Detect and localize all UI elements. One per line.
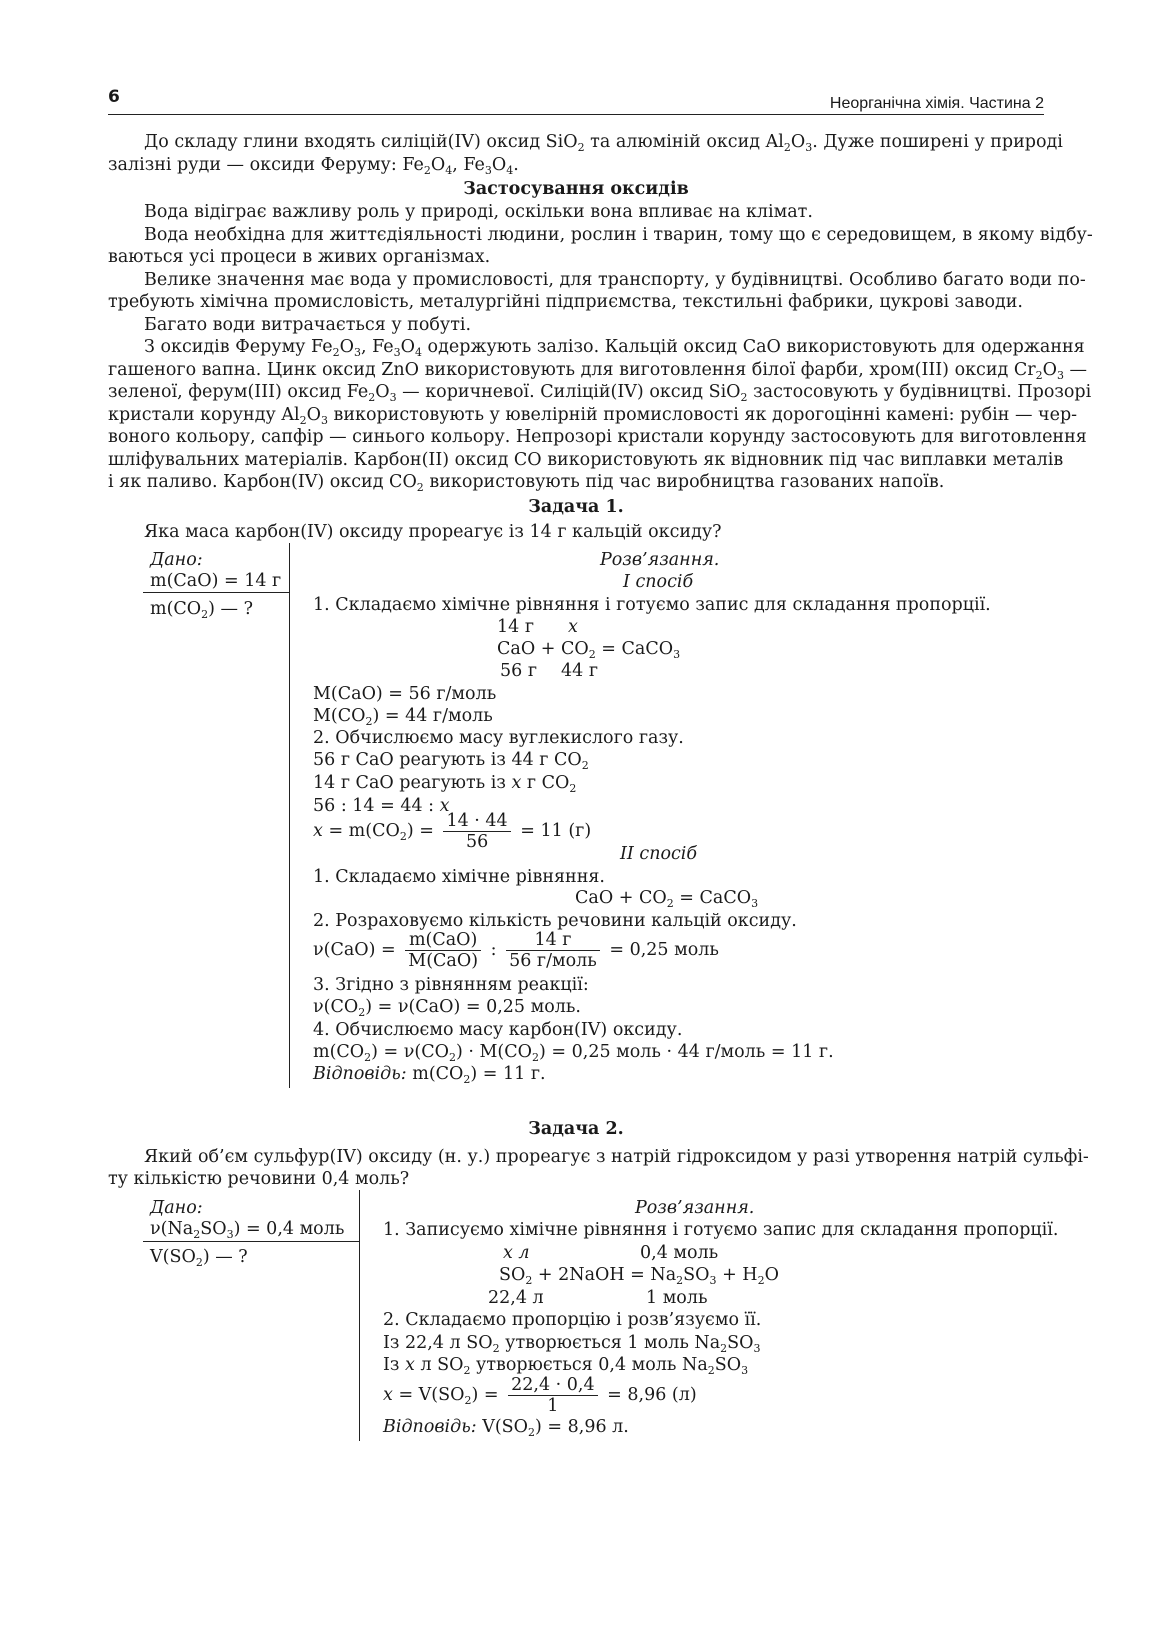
- method-1-label: I спосіб: [623, 572, 694, 592]
- reasoning: 56 г CaO реагують із 44 г $CO_2$: [313, 750, 589, 772]
- oxides-line: шліфувальних матеріалів. Карбон(II) оксид CO використовують як відновник під час виплавки металів: [108, 450, 1064, 470]
- fraction: $\frac{22,4 \cdot 0,4}{1}$: [508, 1375, 597, 1416]
- step: 3. Згідно з рівнянням реакції:: [313, 975, 589, 995]
- equation-top: 0,4 моль: [640, 1243, 719, 1263]
- step: 1. Записуємо хімічне рівняння і готуємо запис для складання пропорції.: [383, 1220, 1059, 1240]
- reasoning: Із 22,4 л $SO_2$ утворюється 1 моль $Na_2SO_3$: [383, 1333, 761, 1355]
- oxides-line: зеленої, ферум(III) оксид $Fe_2O_3$ — коричневої. Силіцій(IV) оксид SiO$_2$ застосовують у будівництві. Прозорі: [108, 382, 1092, 404]
- fraction: $\frac{14 г}{\text{56 г/моль}}$: [506, 930, 600, 971]
- page-number: 6: [108, 87, 120, 107]
- given-label: Дано:: [150, 1198, 203, 1218]
- running-title: Неорганічна хімія. Частина 2: [829, 95, 1044, 112]
- reasoning: 14 г CaO реагують із x г $CO_2$: [313, 773, 577, 795]
- calculation: ν(CaO) = $\frac{\text{m(CaO)}}{\text{M(CaO)}}$ : $\frac{14 г}{\text{56 г/моль}}$ = 0,25 моль: [313, 930, 719, 971]
- solution-label: Розв’язання.: [600, 550, 720, 570]
- answer: Відповідь: $V(SO_2) = 8,96$ л.: [383, 1417, 629, 1439]
- equation: CaO + $CO_2$ = CaCO$_3$: [497, 639, 681, 661]
- paragraph: ваються усі процеси в живих організмах.: [108, 247, 491, 267]
- paragraph: требують хімічна промисловість, металургійні підприємства, текстильні фабрики, цукрові заводи.: [108, 292, 1023, 312]
- given-label: Дано:: [150, 550, 203, 570]
- paragraph: Велике значення має вода у промисловості, для транспорту, у будівництві. Особливо багато води по-: [144, 270, 1086, 290]
- task-2-title: Задача 2.: [528, 1119, 624, 1139]
- oxides-line: З оксидів Феруму $Fe_2O_3$, $Fe_3O_4$ одержують залізо. Кальцій оксид CaO використовують для одержання: [144, 337, 1085, 359]
- paragraph: Вода відіграє важливу роль у природі, оскільки вона впливає на клімат.: [144, 202, 813, 222]
- method-2-label: II спосіб: [620, 844, 698, 864]
- task-2-given-rule: [143, 1241, 359, 1242]
- paragraph: Багато води витрачається у побуті.: [144, 315, 472, 335]
- intro-line-1: До складу глини входять силіцій(IV) оксид SiO$_2$ та алюміній оксид $Al_2O_3$. Дуже поширені у природі: [144, 132, 1063, 154]
- answer: Відповідь: $m(CO_2) = 11$ г.: [313, 1064, 546, 1086]
- step: 2. Розраховуємо кількість речовини кальцій оксиду.: [313, 911, 797, 931]
- equation-mass-bottom: 56 г: [500, 661, 537, 681]
- section-title: Застосування оксидів: [463, 179, 689, 199]
- intro-line-2: залізні руди — оксиди Феруму: $Fe_2O_4$, $Fe_3O_4$.: [108, 155, 519, 177]
- equation: $SO_2$ + 2NaOH = $Na_2SO_3 + H_2O$: [499, 1265, 779, 1287]
- find-value: $V(SO_2)$ — ?: [150, 1247, 248, 1269]
- equation-mass-bottom: 44 г: [561, 661, 598, 681]
- fraction: $\frac{\text{m(CaO)}}{\text{M(CaO)}}$: [405, 930, 481, 971]
- paragraph: Вода необхідна для життєдіяльності людини, рослин і тварин, тому що є середовищем, в якому відбу-: [144, 225, 1093, 245]
- step: 2. Обчислюємо масу вуглекислого газу.: [313, 728, 684, 748]
- calculation: $x = m(CO_2)$ = $\frac{14 \cdot 44}{56}$ = 11 (г): [313, 811, 592, 852]
- equation-bottom: 22,4 л: [488, 1288, 544, 1308]
- step: 1. Складаємо хімічне рівняння і готуємо запис для складання пропорції.: [313, 595, 991, 615]
- given-value: m(CaO) = 14 г: [150, 571, 282, 591]
- find-value: $m(CO_2)$ — ?: [150, 599, 254, 621]
- molar-mass: M(CaO) = 56 г/моль: [313, 684, 497, 704]
- oxides-line: гашеного вапна. Цинк оксид ZnO використовують для виготовлення білої фарби, хром(III) оксид $Cr_2O_3$ —: [108, 360, 1088, 382]
- reasoning: Із x л $SO_2$ утворюється 0,4 моль $Na_2SO_3$: [383, 1355, 749, 1377]
- task-1-question: Яка маса карбон(IV) оксиду прореагує із 14 г кальцій оксиду?: [144, 522, 722, 542]
- calculation: $x = V(SO_2)$ = $\frac{22,4 \cdot 0,4}{1}$ = 8,96 (л): [383, 1375, 697, 1416]
- equation-bottom: 1 моль: [646, 1288, 708, 1308]
- solution-label: Розв’язання.: [635, 1198, 755, 1218]
- calculation: $\nu(CO_2) = \nu(CaO) = 0,25$ моль.: [313, 997, 581, 1019]
- equation-mass-top: x: [568, 617, 578, 637]
- fraction: $\frac{14 \cdot 44}{56}$: [443, 811, 510, 852]
- given-value: $\nu(Na_2SO_3) = 0,4$ моль: [150, 1219, 345, 1241]
- step: 4. Обчислюємо масу карбон(IV) оксиду.: [313, 1020, 683, 1040]
- proportion: 56 : 14 = 44 : x: [313, 796, 450, 816]
- page-header: [108, 87, 1044, 115]
- task-1-divider: [289, 543, 290, 1088]
- calculation: $m(CO_2) = \nu(CO_2) \cdot M(CO_2) = 0,25$ моль · 44 г/моль = 11 г.: [313, 1042, 834, 1064]
- step: 2. Складаємо пропорцію і розв’язуємо її.: [383, 1310, 762, 1330]
- equation: CaO + $CO_2$ = CaCO$_3$: [575, 888, 759, 910]
- task-2-question: Який об’єм сульфур(IV) оксиду (н. у.) прореагує з натрій гідроксидом у разі утворення натрій сульфі-: [144, 1147, 1089, 1167]
- molar-mass: $M(CO_2) = 44$ г/моль: [313, 706, 493, 728]
- task-2-divider: [359, 1190, 360, 1441]
- oxides-line: воного кольору, сапфір — синього кольору. Непрозорі кристали корунду застосовують для виготовлення: [108, 427, 1087, 447]
- equation-mass-top: 14 г: [497, 617, 534, 637]
- task-1-title: Задача 1.: [528, 497, 624, 517]
- equation-top: x л: [503, 1243, 530, 1263]
- oxides-line: кристали корунду $Al_2O_3$ використовують у ювелірній промисловості як дорогоцінні камені: рубін — чер-: [108, 405, 1078, 427]
- oxides-line: і як паливо. Карбон(IV) оксид $CO_2$ використовують під час виробництва газованих напоїв.: [108, 472, 945, 494]
- step: 1. Складаємо хімічне рівняння.: [313, 867, 605, 887]
- task-2-question: ту кількістю речовини 0,4 моль?: [108, 1169, 410, 1189]
